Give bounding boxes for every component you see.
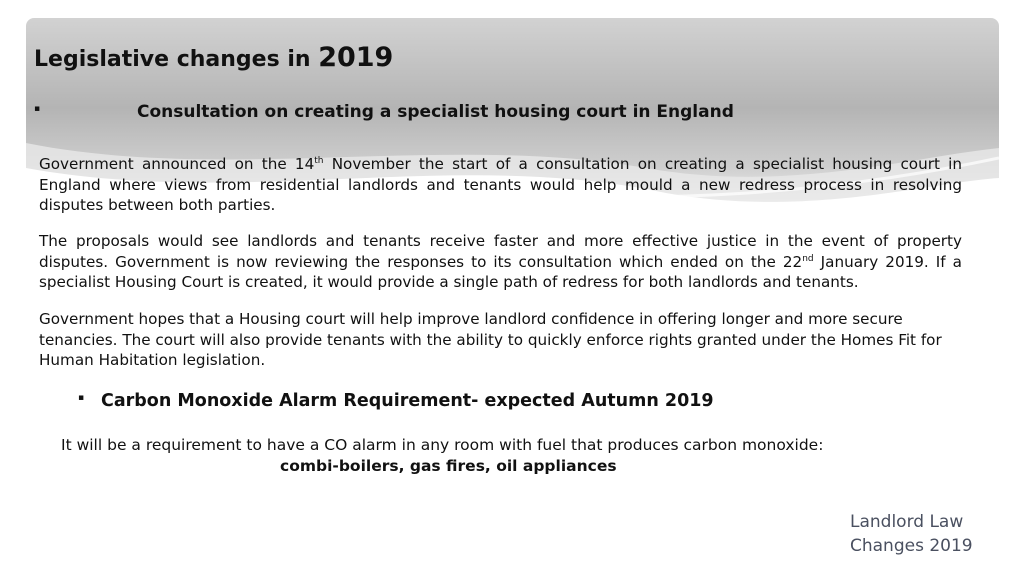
title-year: 2019: [318, 42, 394, 73]
section1-heading: Consultation on creating a specialist housing court in England: [137, 102, 734, 122]
footer-line-1: Landlord Law: [850, 512, 964, 532]
paragraph-1: Government announced on the 14th November the start of a consultation on creating a specialist housing court in England where views from residential landlords and tenants would help mould a new redress process in resolving disputes between both parties.: [39, 155, 962, 214]
section2-heading: Carbon Monoxide Alarm Requirement- expected Autumn 2019: [101, 391, 714, 411]
footer-caption: [850, 510, 973, 558]
co-requirement-text: It will be a requirement to have a CO alarm in any room with fuel that produces carbon monoxide:: [61, 436, 824, 454]
paragraph-3: Government hopes that a Housing court will help improve landlord confidence in offering longer and more secure tenancies. The court will also provide tenants with the ability to quickly enforce rights granted under the Homes Fit for Human Habitation legislation.: [39, 310, 942, 369]
slide-title: Legislative changes in 2019: [34, 42, 394, 73]
bullet-icon: ▪: [34, 104, 41, 114]
bullet-icon: ▪: [78, 393, 85, 403]
footer-line-2: Changes 2019: [850, 536, 973, 556]
appliance-list: combi-boilers, gas fires, oil appliances: [280, 457, 617, 475]
paragraph-2: The proposals would see landlords and tenants receive faster and more effective justice in the event of property disputes. Government is now reviewing the responses to its consultation which ended on the 22nd January 2019. If a specialist Housing Court is created, it would provide a single path of redress for both landlords and tenants.: [39, 232, 962, 291]
